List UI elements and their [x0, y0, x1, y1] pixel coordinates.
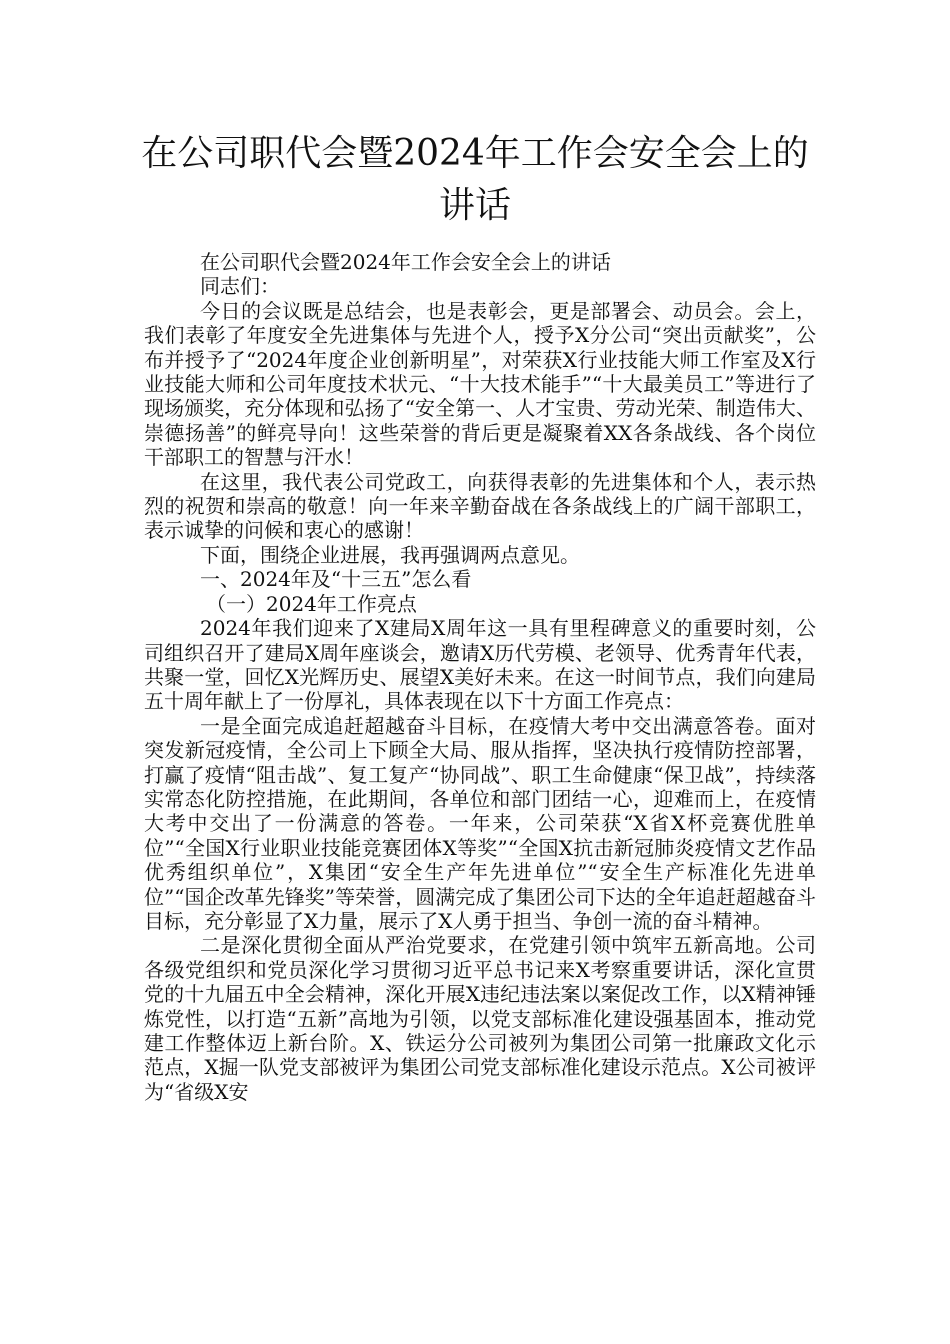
paragraph: 2024年我们迎来了X建局X周年这一具有里程碑意义的重要时刻，公司组织召开了建局X周年座谈会，邀请X历代劳模、老领导、优秀青年代表，共聚一堂，回忆X光辉历史、展望X美好未来。在这一时间节点，我们向建局五十周年献上了一份厚礼，具体表现在以下十方面工作亮点：	[144, 616, 816, 714]
paragraph: 在这里，我代表公司党政工，向获得表彰的先进集体和个人，表示热烈的祝贺和崇高的敬意！向一年来辛勤奋战在各条战线上的广阔干部职工，表示诚挚的问候和衷心的感谢！	[144, 469, 816, 543]
paragraph-subtitle: 在公司职代会暨2024年工作会安全会上的讲话	[200, 250, 611, 274]
paragraph: 二是深化贯彻全面从严治党要求，在党建引领中筑牢五新高地。公司各级党组织和党员深化学习贯彻习近平总书记来X考察重要讲话，深化宣贯党的十九届五中全会精神，深化开展X违纪违法案以案促改工作，以X精神锤炼党性，以打造“五新”高地为引领，以党支部标准化建设强基固本，推动党建工作整体迈上新台阶。X、铁运分公司被列为集团公司第一批廉政文化示范点，X掘一队党支部被评为集团公司党支部标准化建设示范点。X公司被评为“省级X安	[144, 933, 816, 1104]
title-line-2: 讲话	[438, 185, 511, 226]
document-body	[144, 250, 816, 1104]
paragraph-greeting: 同志们：	[200, 274, 280, 299]
section-heading: 一、2024年及“十三五”怎么看	[200, 567, 472, 592]
paragraph: 下面，围绕企业进展，我再强调两点意见。	[200, 542, 580, 567]
title-line-1: 在公司职代会暨2024年工作会安全会上的	[141, 133, 809, 174]
paragraph: 今日的会议既是总结会，也是表彰会，更是部署会、动员会。会上，我们表彰了年度安全先进集体与先进个人，授予X分公司“突出贡献奖”，公布并授予了“2024年度企业创新明星”，对荣获X行业技能大师工作室及X行业技能大师和公司年度技术状元、“十大技术能手”“十大最美员工”等进行了现场颁奖，充分体现和弘扬了“安全第一、人才宝贵、劳动光荣、制造伟大、崇德扬善”的鲜亮导向！这些荣誉的背后更是凝聚着XX各条战线、各个岗位干部职工的智慧与汗水！	[144, 298, 816, 470]
paragraph: 一是全面完成追赶超越奋斗目标，在疫情大考中交出满意答卷。面对突发新冠疫情，全公司上下顾全大局、服从指挥，坚决执行疫情防控部署，打赢了疫情“阻击战”、复工复产“协同战”、职工生命健康“保卫战”，持续落实常态化防控措施，在此期间，各单位和部门团结一心，迎难而上，在疫情大考中交出了一份满意的答卷。一年来，公司荣获“X省X杯竞赛优胜单位”“全国X行业职业技能竞赛团体X等奖”“全国X抗击新冠肺炎疫情文艺作品优秀组织单位”，X集团“安全生产年先进单位”“安全生产标准化先进单位”“国企改革先锋奖”等荣誉，圆满完成了集团公司下达的全年追赶超越奋斗目标，充分彰显了X力量，展示了X人勇于担当、争创一流的奋斗精神。	[144, 713, 816, 933]
subsection-heading: （一）2024年工作亮点	[206, 591, 417, 616]
document-title	[100, 128, 850, 232]
